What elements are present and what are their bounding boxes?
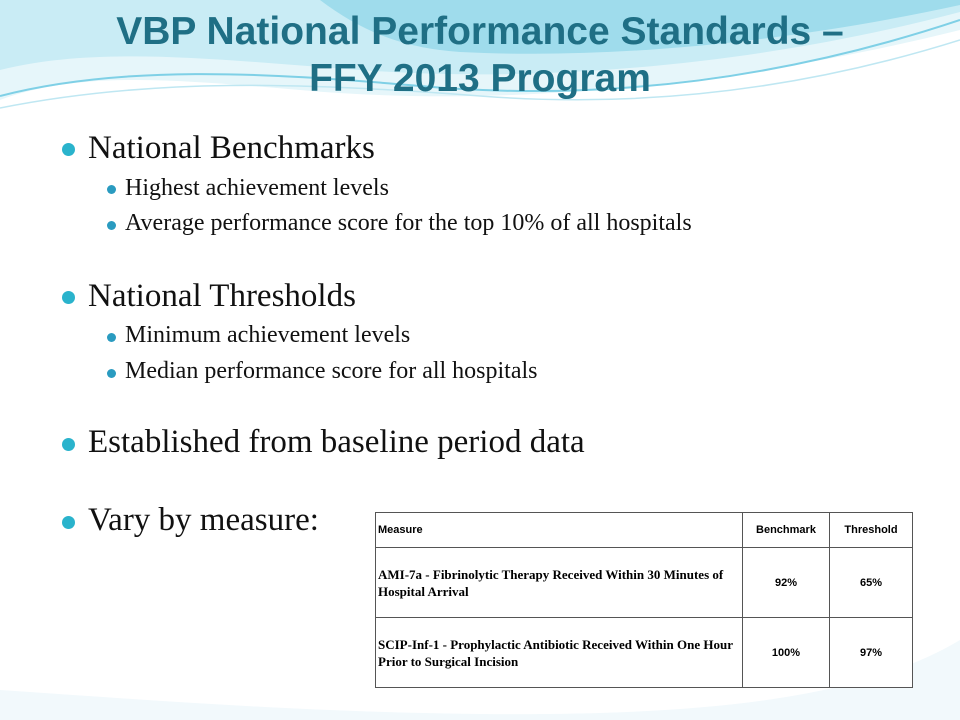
- header-threshold: Threshold: [830, 513, 913, 548]
- table-row: [376, 548, 913, 618]
- table-header-row: [376, 513, 913, 548]
- sub-bullet-dot-icon: [107, 221, 116, 230]
- title-line-1: VBP National Performance Standards –: [116, 10, 844, 53]
- bullet-dot-icon: [62, 143, 75, 156]
- sub-bullet-median-performance: Median performance score for all hospitals: [125, 358, 538, 384]
- benchmark-value: 100%: [743, 618, 830, 688]
- sub-bullet-minimum-achievement: Minimum achievement levels: [125, 322, 411, 348]
- header-benchmark: Benchmark: [743, 513, 830, 548]
- sub-bullet-dot-icon: [107, 369, 116, 378]
- bullet-dot-icon: [62, 516, 75, 529]
- threshold-value: 65%: [830, 548, 913, 618]
- table-row: [376, 618, 913, 688]
- threshold-value: 97%: [830, 618, 913, 688]
- bullet-national-benchmarks: National Benchmarks: [88, 130, 375, 166]
- bullet-established-baseline: Established from baseline period data: [88, 424, 585, 460]
- sub-bullet-dot-icon: [107, 333, 116, 342]
- benchmark-value: 92%: [743, 548, 830, 618]
- measure-name: AMI-7a - Fibrinolytic Therapy Received Within 30 Minutes of Hospital Arrival: [376, 548, 743, 618]
- sub-bullet-average-top-10: Average performance score for the top 10% of all hospitals: [125, 210, 692, 236]
- header-measure: Measure: [376, 513, 743, 548]
- title-line-2: FFY 2013 Program: [309, 57, 651, 100]
- bullet-national-thresholds: National Thresholds: [88, 278, 356, 314]
- measures-table: [375, 512, 913, 688]
- sub-bullet-dot-icon: [107, 185, 116, 194]
- bullet-vary-by-measure: Vary by measure:: [88, 502, 319, 538]
- measure-name: SCIP-Inf-1 - Prophylactic Antibiotic Received Within One Hour Prior to Surgical Incision: [376, 618, 743, 688]
- sub-bullet-highest-achievement: Highest achievement levels: [125, 175, 389, 201]
- bullet-dot-icon: [62, 291, 75, 304]
- bullet-dot-icon: [62, 438, 75, 451]
